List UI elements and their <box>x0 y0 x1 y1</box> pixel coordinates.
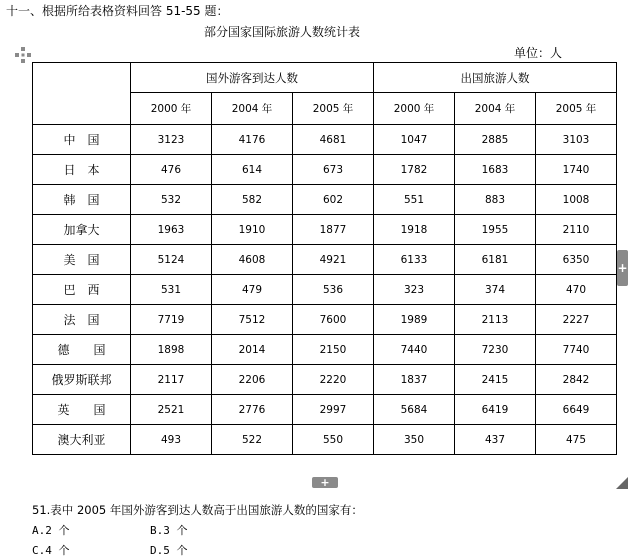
option-b: B.3 个 <box>150 524 188 537</box>
value-cell: 614 <box>212 155 293 185</box>
country-cell: 韩 国 <box>33 185 131 215</box>
option-c: C.4 个 <box>32 544 70 557</box>
value-cell: 582 <box>212 185 293 215</box>
group-header-outbound: 出国旅游人数 <box>374 63 617 93</box>
value-cell: 493 <box>131 425 212 455</box>
table-row <box>33 275 617 305</box>
add-column-handle[interactable]: + <box>617 250 628 286</box>
value-cell: 550 <box>293 425 374 455</box>
value-cell: 1963 <box>131 215 212 245</box>
value-cell: 350 <box>374 425 455 455</box>
value-cell: 2842 <box>536 365 617 395</box>
year-header: 2004 年 <box>455 93 536 125</box>
group-header-inbound: 国外游客到达人数 <box>131 63 374 93</box>
table-row <box>33 425 617 455</box>
value-cell: 1918 <box>374 215 455 245</box>
value-cell: 479 <box>212 275 293 305</box>
value-cell: 1910 <box>212 215 293 245</box>
value-cell: 5124 <box>131 245 212 275</box>
value-cell: 6649 <box>536 395 617 425</box>
value-cell: 2113 <box>455 305 536 335</box>
value-cell: 2776 <box>212 395 293 425</box>
value-cell: 7440 <box>374 335 455 365</box>
value-cell: 323 <box>374 275 455 305</box>
value-cell: 2206 <box>212 365 293 395</box>
year-header: 2000 年 <box>131 93 212 125</box>
table-row <box>33 155 617 185</box>
value-cell: 437 <box>455 425 536 455</box>
value-cell: 551 <box>374 185 455 215</box>
value-cell: 1740 <box>536 155 617 185</box>
section-heading: 十一、根据所给表格资料回答 51-55 题： <box>6 4 229 18</box>
value-cell: 6350 <box>536 245 617 275</box>
value-cell: 3123 <box>131 125 212 155</box>
add-row-handle[interactable]: + <box>312 477 338 488</box>
value-cell: 4681 <box>293 125 374 155</box>
value-cell: 2885 <box>455 125 536 155</box>
option-a: A.2 个 <box>32 524 70 537</box>
value-cell: 6419 <box>455 395 536 425</box>
table-row <box>33 245 617 275</box>
value-cell: 2110 <box>536 215 617 245</box>
value-cell: 1877 <box>293 215 374 245</box>
value-cell: 2415 <box>455 365 536 395</box>
value-cell: 3103 <box>536 125 617 155</box>
value-cell: 2117 <box>131 365 212 395</box>
country-cell: 美 国 <box>33 245 131 275</box>
country-cell: 中 国 <box>33 125 131 155</box>
value-cell: 6133 <box>374 245 455 275</box>
value-cell: 7600 <box>293 305 374 335</box>
year-header: 2005 年 <box>536 93 617 125</box>
year-header: 2000 年 <box>374 93 455 125</box>
value-cell: 2014 <box>212 335 293 365</box>
table-row <box>33 335 617 365</box>
corner-cell <box>33 63 131 125</box>
table-title: 部分国家国际旅游人数统计表 <box>204 25 361 39</box>
value-cell: 7740 <box>536 335 617 365</box>
country-cell: 巴 西 <box>33 275 131 305</box>
value-cell: 522 <box>212 425 293 455</box>
value-cell: 2150 <box>293 335 374 365</box>
table-header-row <box>33 63 617 93</box>
country-cell: 澳大利亚 <box>33 425 131 455</box>
value-cell: 1898 <box>131 335 212 365</box>
value-cell: 2521 <box>131 395 212 425</box>
value-cell: 4608 <box>212 245 293 275</box>
country-cell: 加拿大 <box>33 215 131 245</box>
table-row <box>33 305 617 335</box>
value-cell: 7719 <box>131 305 212 335</box>
tourism-stats-table <box>32 62 617 455</box>
value-cell: 2220 <box>293 365 374 395</box>
value-cell: 1782 <box>374 155 455 185</box>
year-header: 2005 年 <box>293 93 374 125</box>
value-cell: 7512 <box>212 305 293 335</box>
value-cell: 1008 <box>536 185 617 215</box>
table-row <box>33 185 617 215</box>
value-cell: 602 <box>293 185 374 215</box>
country-cell: 法 国 <box>33 305 131 335</box>
country-cell: 俄罗斯联邦 <box>33 365 131 395</box>
option-d: D.5 个 <box>150 544 188 557</box>
value-cell: 7230 <box>455 335 536 365</box>
value-cell: 476 <box>131 155 212 185</box>
unit-label: 单位：人 <box>514 46 563 60</box>
value-cell: 673 <box>293 155 374 185</box>
table-resize-handle-icon[interactable] <box>616 477 628 489</box>
country-cell: 日 本 <box>33 155 131 185</box>
value-cell: 1047 <box>374 125 455 155</box>
table-row <box>33 125 617 155</box>
country-cell: 英 国 <box>33 395 131 425</box>
value-cell: 4176 <box>212 125 293 155</box>
table-row <box>33 395 617 425</box>
value-cell: 374 <box>455 275 536 305</box>
table-row <box>33 365 617 395</box>
value-cell: 1989 <box>374 305 455 335</box>
value-cell: 1683 <box>455 155 536 185</box>
value-cell: 6181 <box>455 245 536 275</box>
table-row <box>33 215 617 245</box>
value-cell: 532 <box>131 185 212 215</box>
question-51: 51.表中 2005 年国外游客到达人数高于出国旅游人数的国家有： <box>32 503 363 517</box>
country-cell: 德 国 <box>33 335 131 365</box>
value-cell: 4921 <box>293 245 374 275</box>
value-cell: 883 <box>455 185 536 215</box>
value-cell: 2227 <box>536 305 617 335</box>
year-header: 2004 年 <box>212 93 293 125</box>
value-cell: 475 <box>536 425 617 455</box>
value-cell: 470 <box>536 275 617 305</box>
value-cell: 5684 <box>374 395 455 425</box>
value-cell: 1955 <box>455 215 536 245</box>
value-cell: 536 <box>293 275 374 305</box>
value-cell: 2997 <box>293 395 374 425</box>
value-cell: 531 <box>131 275 212 305</box>
table-move-handle-icon[interactable] <box>14 46 32 64</box>
value-cell: 1837 <box>374 365 455 395</box>
